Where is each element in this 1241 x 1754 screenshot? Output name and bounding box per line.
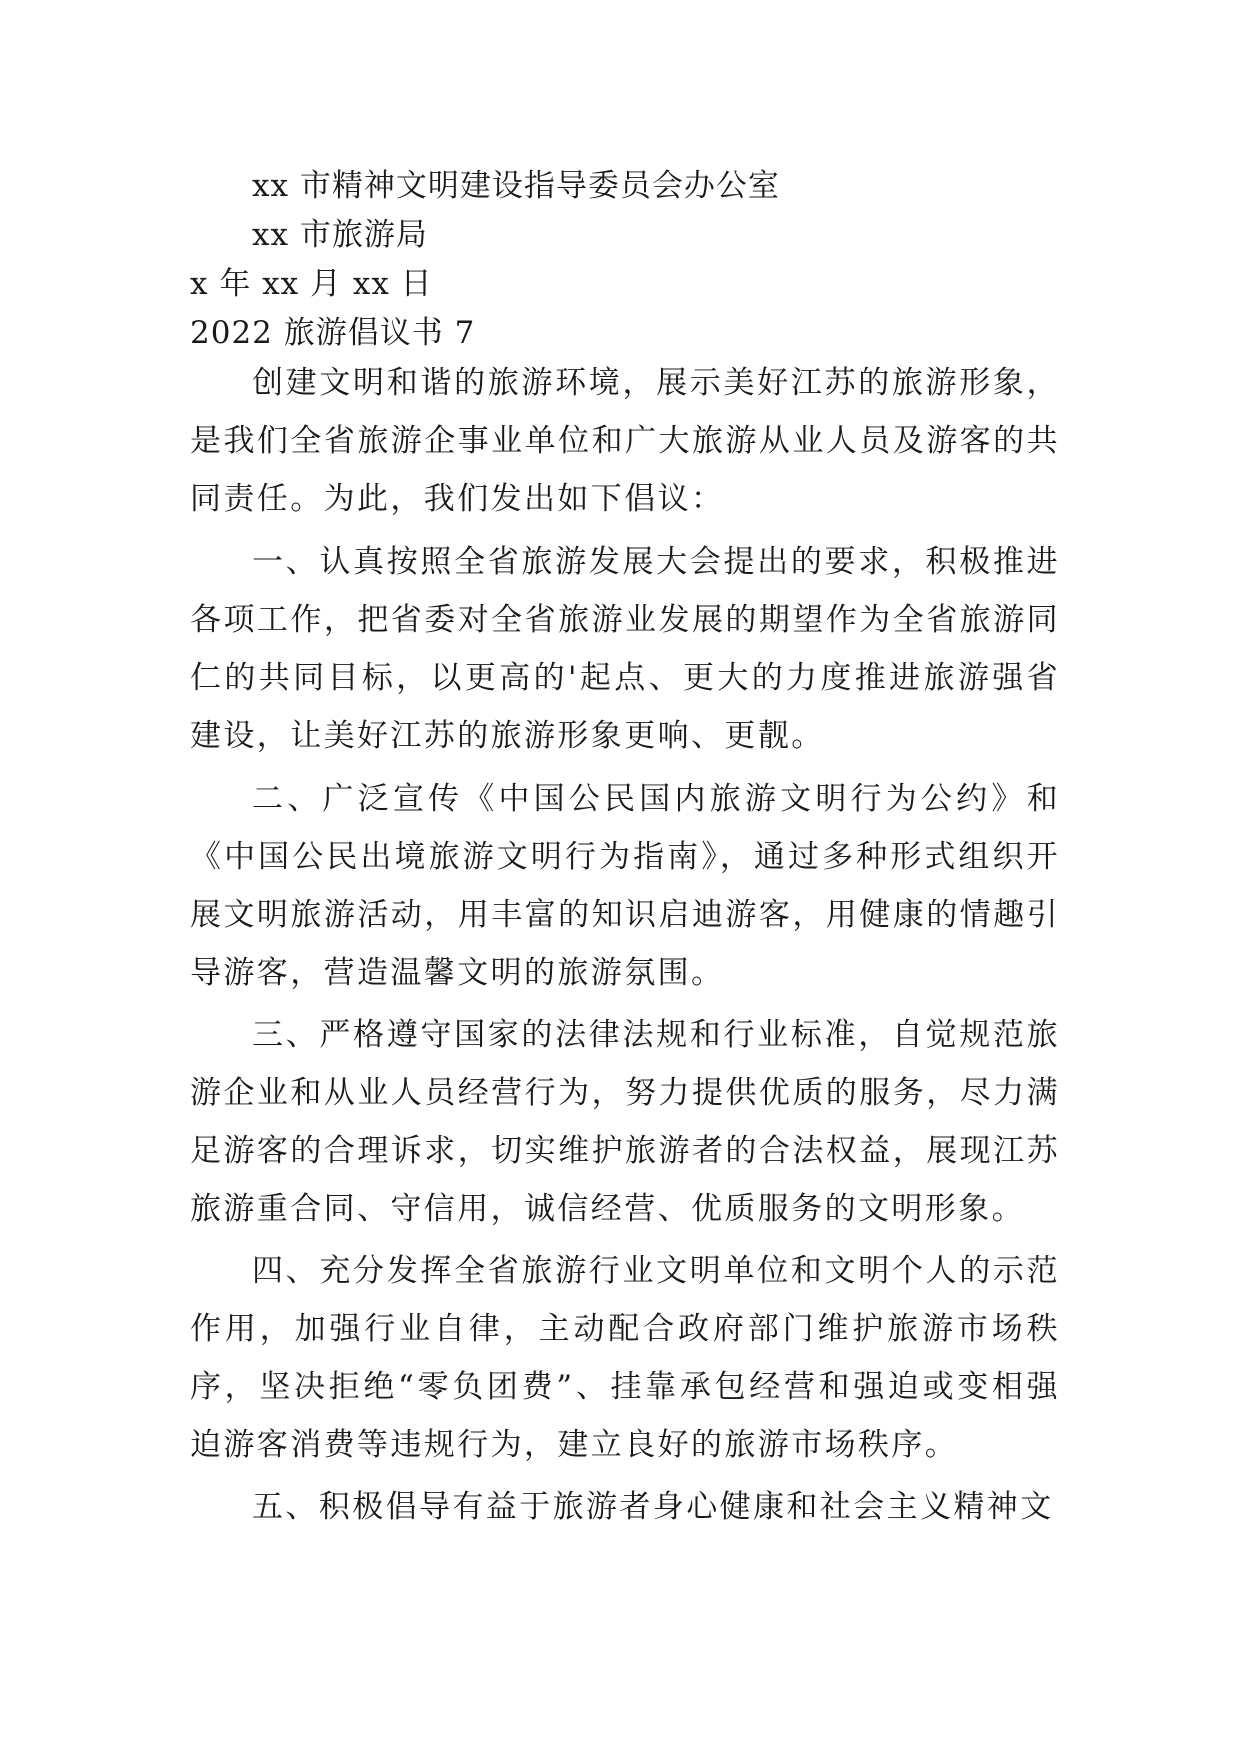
proposal-paragraph-4: 四、充分发挥全省旅游行业文明单位和文明个人的示范作用，加强行业自律，主动配合政府部门维护旅游市场秩序，坚决拒绝“零负团费”、挂靠承包经营和强迫或变相强迫游客消费等违规行为，建立良好的旅游市场秩序。	[190, 1253, 1060, 1463]
proposal-paragraph-2: 二、广泛宣传《中国公民国内旅游文明行为公约》和《中国公民出境旅游文明行为指南》，通过多种形式组织开展文明旅游活动，用丰富的知识启迪游客，用健康的情趣引导游客，营造温馨文明的旅游氛围。	[190, 781, 1060, 991]
proposal-paragraph-3: 三、严格遵守国家的法律法规和行业标准，自觉规范旅游企业和从业人员经营行为，努力提供优质的服务，尽力满足游客的合理诉求，切实维护旅游者的合法权益，展现江苏旅游重合同、守信用，诚信经营、优质服务的文明形象。	[190, 1017, 1060, 1227]
proposal-paragraph-1: 一、认真按照全省旅游发展大会提出的要求，积极推进各项工作，把省委对全省旅游业发展的期望作为全省旅游同仁的共同目标，以更高的'起点、更大的力度推进旅游强省建设，让美好江苏的旅游形象更响、更靓。	[190, 544, 1060, 754]
section-title: 2022 旅游倡议书 7	[190, 315, 476, 351]
signatory-committee: xx 市精神文明建设指导委员会办公室	[252, 168, 780, 204]
intro-paragraph: 创建文明和谐的旅游环境，展示美好江苏的旅游形象，是我们全省旅游企事业单位和广大旅游从业人员及游客的共同责任。为此，我们发出如下倡议：	[190, 365, 1060, 517]
proposal-paragraph-5: 五、积极倡导有益于旅游者身心健康和社会主义精神文	[252, 1489, 1054, 1525]
signatory-tourism-bureau: xx 市旅游局	[252, 217, 428, 253]
document-date: x 年 xx 月 xx 日	[190, 266, 433, 302]
